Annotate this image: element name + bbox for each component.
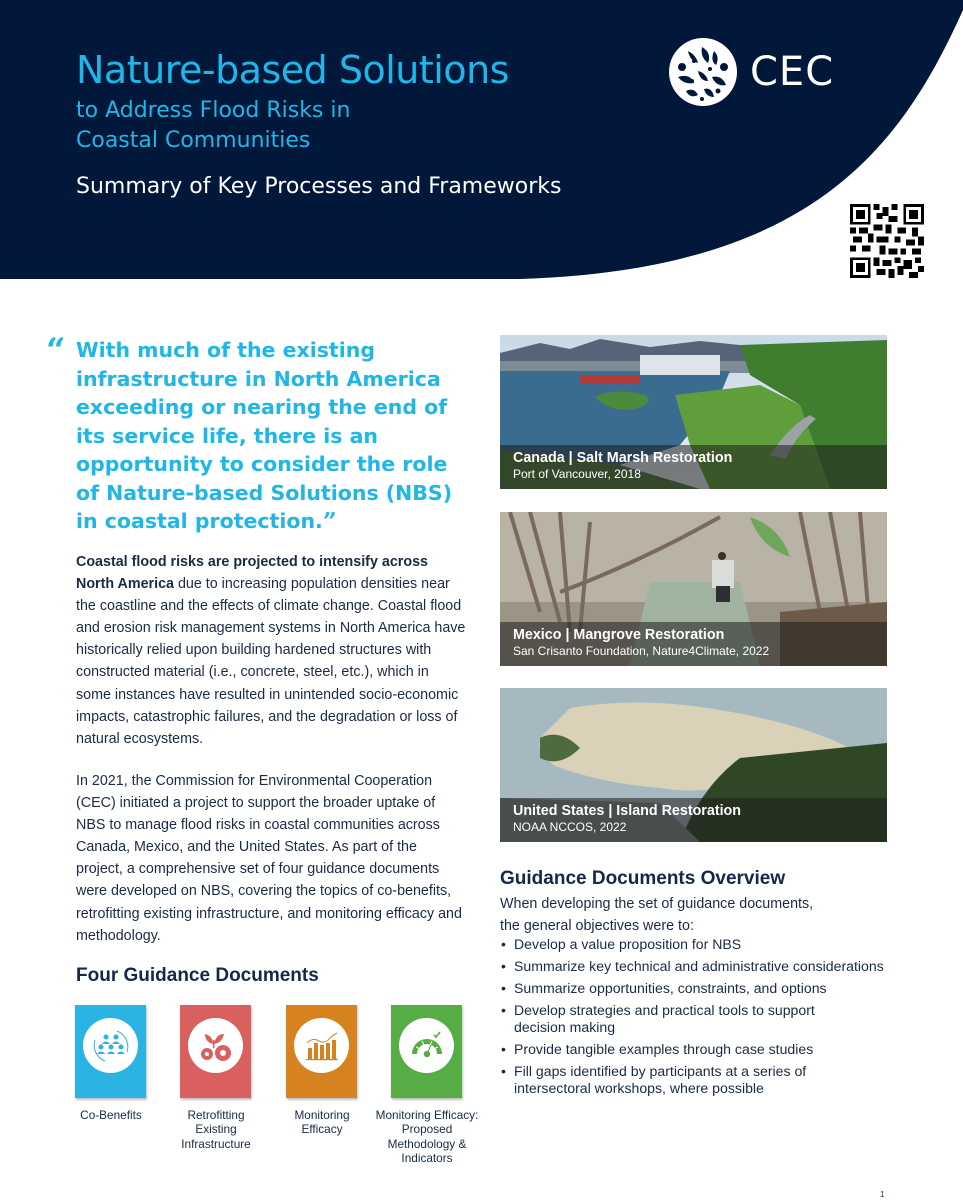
overview-heading: Guidance Documents Overview [500, 868, 786, 889]
title-line-3: Coastal Communities [76, 128, 311, 153]
photo-us-island [500, 688, 887, 842]
quote-close-mark: ” [322, 507, 337, 536]
photo-caption-credit: San Crisanto Foundation, Nature4Climate, 2022 [513, 644, 770, 658]
doc-label-co-benefits: Co-Benefits [80, 1108, 142, 1122]
bullet-icon: • [501, 958, 506, 974]
doc-card-co-benefits[interactable] [75, 1005, 146, 1098]
list-item [500, 980, 895, 997]
quote-open-mark: “ [46, 331, 66, 371]
list-item [500, 1063, 825, 1097]
cec-logo-text: CEC [750, 49, 835, 95]
photo-caption [500, 798, 887, 842]
cec-logo [668, 37, 834, 107]
four-documents-heading: Four Guidance Documents [76, 965, 319, 986]
doc-card-methodology-indicators[interactable] [391, 1005, 462, 1098]
photo-canada-salt-marsh [500, 335, 887, 489]
overview-intro-line-1: When developing the set of guidance documents, [500, 896, 814, 912]
photo-caption [500, 445, 887, 489]
list-item-text: Summarize key technical and administrative considerations [514, 958, 884, 974]
doc-card-retrofitting[interactable] [180, 1005, 251, 1098]
gauge-check-icon [407, 1026, 447, 1066]
document-title-continuation [76, 96, 476, 156]
doc-label-methodology-indicators: Monitoring Efficacy: Proposed Methodology & Indicators [375, 1108, 479, 1166]
photo-caption-credit: Port of Vancouver, 2018 [513, 467, 641, 481]
overview-intro [500, 893, 880, 937]
list-item-text: Develop strategies and practical tools to support decision making [514, 1002, 815, 1035]
photo-mexico-mangrove [500, 512, 887, 666]
list-item-text: Fill gaps identified by participants at a series of intersectoral workshops, where possible [514, 1063, 807, 1096]
list-item [500, 958, 895, 975]
list-item-text: Develop a value proposition for NBS [514, 936, 742, 952]
list-item [500, 1002, 830, 1036]
bullet-icon: • [501, 980, 506, 996]
doc-label-retrofitting: Retrofitting Existing Infrastructure [181, 1108, 251, 1151]
bullet-icon: • [501, 936, 506, 952]
bar-chart-trend-icon [302, 1026, 342, 1066]
photo-caption-title: Mexico | Mangrove Restoration [513, 627, 725, 643]
doc-card-monitoring-efficacy[interactable] [286, 1005, 357, 1098]
intro-paragraph-1-lead: Coastal flood risks are projected to intensify across North America [76, 554, 428, 593]
pull-quote-text: With much of the existing infrastructure in North America exceeding or nearing the end of its service life, there is an opportunity to consider the role of Nature-based Solutions (NBS) in coastal protection. [76, 338, 453, 533]
doc-label-monitoring-efficacy: Monitoring Efficacy [294, 1108, 350, 1137]
overview-intro-line-2: the general objectives were to: [500, 918, 694, 934]
list-item-text: Provide tangible examples through case studies [514, 1041, 814, 1057]
qr-code-icon[interactable] [850, 204, 924, 278]
bullet-icon: • [501, 1002, 506, 1018]
intro-paragraph-1-body: due to increasing population densities near the coastline and the effects of climate change. Coastal flood and erosion risk management systems in North America have historically relied upon building hardened structures with constructed material (i.e., concrete, steel, etc.), which in some instances have resulted in unintended socio-economic impacts, catastrophic failures, and the degradation or loss of natural ecosystems. [76, 576, 466, 747]
bullet-icon: • [501, 1063, 506, 1079]
document-title: Nature-based Solutions [76, 48, 509, 92]
bullet-icon: • [501, 1041, 506, 1057]
leaf-gears-icon [196, 1026, 236, 1066]
list-item [500, 1041, 895, 1058]
list-item-text: Summarize opportunities, constraints, and options [514, 980, 827, 996]
intro-paragraph-1 [76, 551, 466, 750]
photo-caption-title: Canada | Salt Marsh Restoration [513, 450, 733, 466]
title-line-2: to Address Flood Risks in [76, 98, 351, 123]
document-subtitle: Summary of Key Processes and Frameworks [76, 174, 562, 199]
photo-caption-credit: NOAA NCCOS, 2022 [513, 820, 627, 834]
intro-paragraph-2: In 2021, the Commission for Environmental Cooperation (CEC) initiated a project to support the broader uptake of NBS to manage flood risks in coastal communities across Canada, Mexico, and the United States. As part of the project, a comprehensive set of four guidance documents were developed on NBS, covering the topics of co-benefits, retrofitting existing infrastructure, and monitoring efficacy and methodology. [76, 773, 462, 944]
page-number: 1 [880, 1190, 885, 1199]
people-cycle-icon [91, 1026, 131, 1066]
pull-quote [76, 336, 456, 537]
objectives-list [500, 936, 895, 1102]
photo-caption [500, 622, 887, 666]
photo-caption-title: United States | Island Restoration [513, 803, 742, 819]
cec-emblem-icon [668, 37, 738, 107]
list-item [500, 936, 895, 953]
